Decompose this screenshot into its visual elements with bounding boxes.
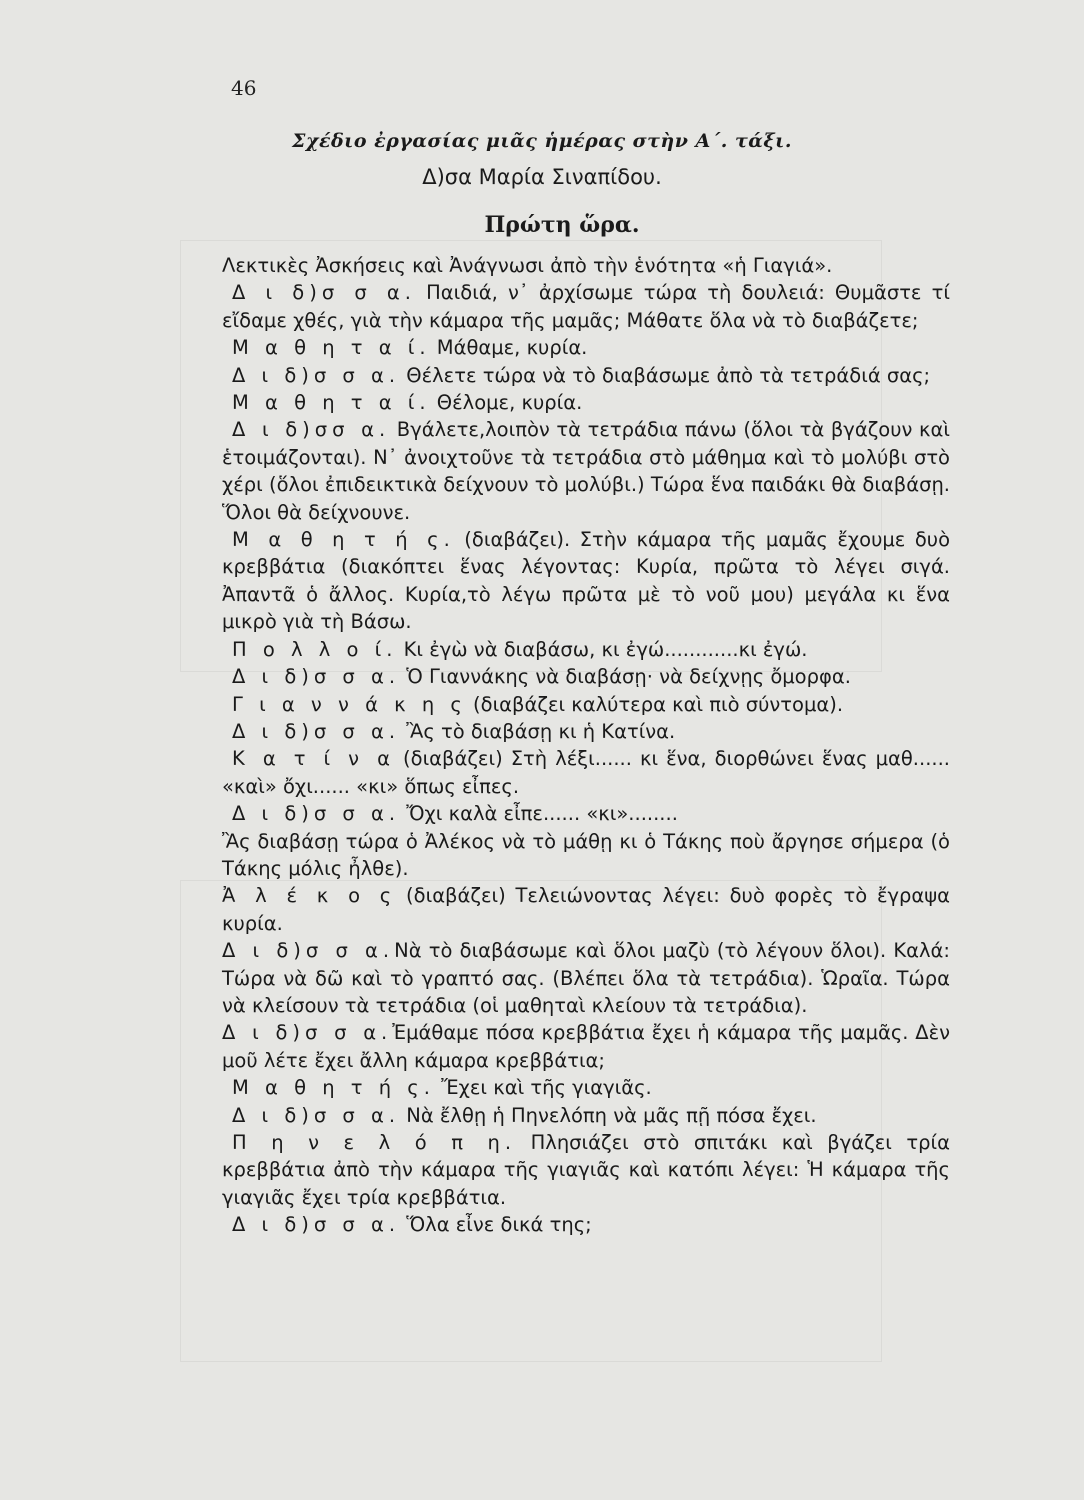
- dialogue-text: (διαβάζει). Στὴν κάμαρα τῆς μαμᾶς ἔχουμε δυὸ κρεββάτια (διακόπτει ἕνας λέγοντας: Κυρία, πρῶτα τὸ λέγει σιγά. Ἀπαντᾶ ὁ ἄλλος. Κυρία,τὸ λέγω πρῶτα μὲ τὸ νοῦ μου) μεγάλα κι ἕνα μικρὸ γιὰ τὴ Βάσω.: [222, 528, 951, 634]
- dialogue-line: [222, 718, 950, 745]
- speaker-label: Δ ι δ)σ σ α.: [222, 939, 395, 963]
- dialogue-line: [222, 937, 950, 1019]
- speaker-label: Δ ι δ)σ σ α.: [232, 665, 401, 689]
- speaker-label: Δ ι δ)σ σ α.: [232, 802, 401, 826]
- dialogue-line: [222, 279, 950, 334]
- speaker-label: Μ α θ η τ α ί.: [232, 336, 431, 360]
- paragraph: [222, 828, 950, 883]
- dialogue-line: [222, 691, 950, 718]
- dialogue-text: Ἐμάθαμε πόσα κρεββάτια ἔχει ἡ κάμαρα τῆς μαμᾶς. Δὲν μοῦ λέτε ἔχει ἄλλη κάμαρα κρεββάτια;: [222, 1021, 950, 1072]
- paragraph-text: Λεκτικὲς Ἀσκήσεις καὶ Ἀνάγνωσι ἀπὸ τὴν ἑνότητα «ἡ Γιαγιά».: [222, 254, 833, 277]
- speaker-label: Δ ι δ)σ σ α.: [232, 281, 416, 305]
- dialogue-text: Νὰ ἔλθῃ ἡ Πηνελόπη νὰ μᾶς πῇ πόσα ἔχει.: [400, 1103, 817, 1127]
- dialogue-text: Κι ἐγὼ νὰ διαβάσω, κι ἐγώ............κι ἐγώ.: [397, 637, 808, 661]
- dialogue-line: [222, 416, 950, 526]
- dialogue-line: [222, 745, 950, 800]
- dialogue-text: Θέλετε τώρα νὰ τὸ διαβάσωμε ἀπὸ τὰ τετράδιά σας;: [400, 363, 931, 387]
- paragraph: [222, 252, 950, 279]
- dialogue-text: (διαβάζει καλύτερα καὶ πιὸ σύντομα).: [466, 692, 844, 716]
- dialogue-line: [222, 526, 950, 636]
- dialogue-text: Ἔχει καὶ τῆς γιαγιᾶς.: [434, 1076, 652, 1100]
- dialogue-text: Νὰ τὸ διαβάσωμε καὶ ὅλοι μαζὺ (τὸ λέγουν ὅλοι). Καλά: Τώρα νὰ δῶ καὶ τὸ γραπτό σας. (Βλέπει ὅλα τὰ τετράδια). Ὡραῖα. Τώρα νὰ κλείσουν τὰ τετράδια (οἱ μαθηταὶ κλείουν τὰ τετράδια).: [222, 939, 950, 1017]
- dialogue-text: (διαβάζει) Τελειώνοντας λέγει: δυὸ φορὲς τὸ ἔγραψα κυρία.: [222, 884, 951, 935]
- paragraph-text: Ἂς διαβάσῃ τώρα ὁ Ἀλέκος νὰ τὸ μάθῃ κι ὁ Τάκης ποὺ ἄργησε σήμερα (ὁ Τάκης μόλις ἦλθε).: [222, 829, 950, 880]
- dialogue-text: Πλησιάζει στὸ σπιτάκι καὶ βγάζει τρία κρεββάτια ἀπὸ τὴν κάμαρα τῆς γιαγιᾶς καὶ κατόπι λέγει: Ἡ κάμαρα τῆς γιαγιᾶς ἔχει τρία κρεββάτια.: [222, 1131, 950, 1209]
- document-author: Δ)σα Μαρία Σιναπίδου.: [422, 165, 662, 189]
- speaker-label: Γ ι α ν ν ά κ η ς: [232, 692, 467, 716]
- speaker-label: Δ ι δ)σ σ α.: [232, 1213, 401, 1237]
- dialogue-line: [222, 334, 950, 361]
- speaker-label: Π η ν ε λ ό π η.: [232, 1131, 517, 1154]
- speaker-label: Δ ι δ)σ σ α.: [222, 1021, 393, 1045]
- dialogue-line: [222, 882, 950, 937]
- speaker-label: Δ ι δ)σ σ α.: [232, 363, 401, 387]
- speaker-label: Κ α τ ί ν α: [232, 747, 395, 771]
- speaker-label: Μ α θ η τ ή ς.: [232, 1076, 435, 1100]
- dialogue-text: Ὁ Γιαννάκης νὰ διαβάσῃ· νὰ δείχνῃς ὄμορφα.: [400, 665, 851, 689]
- document-title: Σχέδιο ἐργασίας μιᾶς ἡμέρας στὴν Α΄. τάξι.: [292, 130, 792, 152]
- dialogue-line: [222, 362, 950, 389]
- dialogue-text: Παιδιά, ν᾿ ἀρχίσωμε τώρα τὴ δουλειά: Θυμᾶστε τί εἴδαμε χθές, γιὰ τὴν κάμαρα τῆς μαμᾶς; Μάθατε ὅλα νὰ τὸ διαβάζετε;: [222, 281, 950, 332]
- speaker-label: Μ α θ η τ ή ς.: [232, 528, 455, 552]
- dialogue-line: [222, 800, 950, 827]
- dialogue-text: Βγάλετε,λοιπὸν τὰ τετράδια πάνω (ὅλοι τὰ βγάζουν καὶ ἑτοιμάζονται). Ν᾿ ἀνοιχτοῦνε τὰ τετράδια στὸ μάθημα καὶ τὸ μολύβι στὸ χέρι (ὅλοι ἐπιδεικτικὰ δείχνουν τὸ μολύβι.) Τώρα ἕνα παιδάκι θὰ διαβάσῃ. Ὅλοι θὰ δείχνουνε.: [222, 418, 950, 524]
- dialogue-text: Μάθαμε, κυρία.: [430, 336, 588, 360]
- dialogue-text: Ὅλα εἶνε δικά της;: [400, 1213, 592, 1237]
- dialogue-line: [222, 1211, 950, 1238]
- dialogue-line: [222, 636, 950, 663]
- dialogue-text: Ὄχι καλὰ εἶπε...... «κι»........: [400, 802, 678, 826]
- dialogue-text: Θέλομε, κυρία.: [430, 391, 583, 415]
- speaker-label: Δ ι δ)σσ α.: [232, 418, 391, 442]
- speaker-label: Ἀ λ έ κ ο ς: [222, 884, 397, 908]
- speaker-label: Μ α θ η τ α ί.: [232, 391, 431, 415]
- dialogue-text: (διαβάζει) Στὴ λέξι...... κι ἕνα, διορθώνει ἕνας μαθ...... «καὶ» ὄχι...... «κι» ὅπως εἶπες.: [222, 747, 951, 798]
- document-body: [222, 252, 950, 1239]
- speaker-label: Π ο λ λ ο ί.: [232, 637, 398, 661]
- dialogue-line: [222, 1074, 950, 1101]
- speaker-label: Δ ι δ)σ σ α.: [232, 719, 401, 743]
- dialogue-line: [222, 389, 950, 416]
- section-title: Πρώτη ὥρα.: [484, 212, 640, 238]
- dialogue-text: Ἂς τὸ διαβάσῃ κι ἡ Κατίνα.: [400, 719, 676, 743]
- dialogue-line: [222, 1102, 950, 1129]
- dialogue-line: [222, 663, 950, 690]
- speaker-label: Δ ι δ)σ σ α.: [232, 1103, 401, 1127]
- dialogue-line: [222, 1129, 950, 1211]
- dialogue-line: [222, 1019, 950, 1074]
- page-number: 46: [231, 76, 257, 100]
